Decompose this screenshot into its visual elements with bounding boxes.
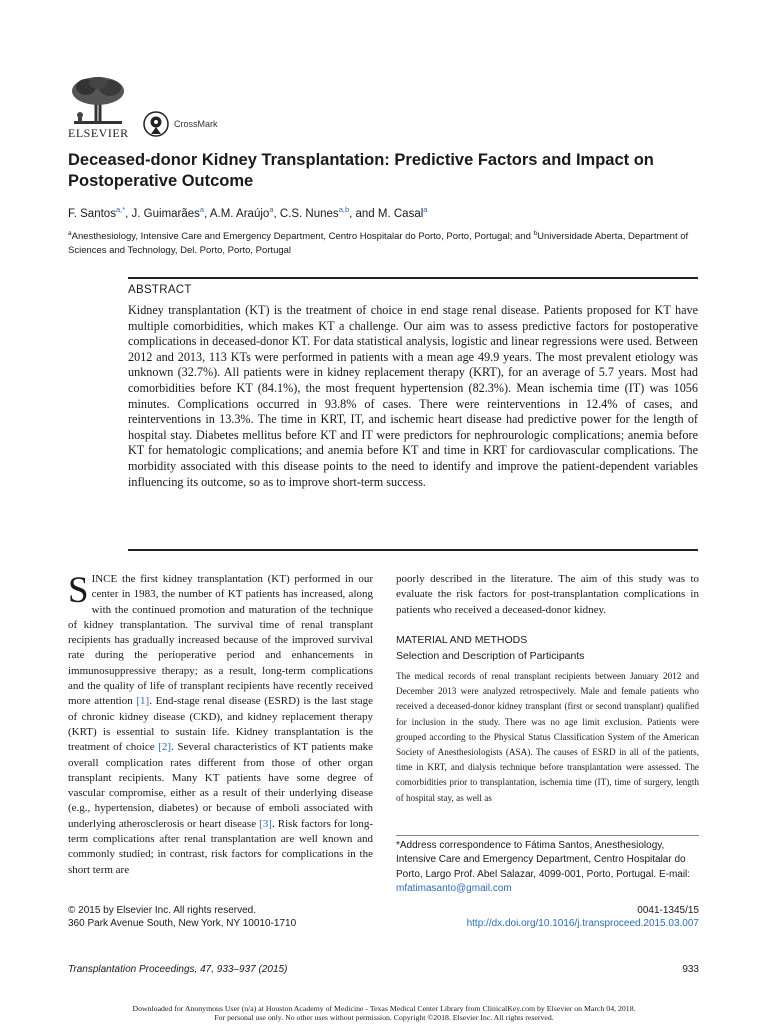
author-name[interactable]: F. Santos [68,207,116,220]
methods-text: The medical records of renal transplant recipients between January 2012 and December 2013 were analyzed retrospectively. Male and female patients who received a deceased-donor kidney transplant (first or second transplant) qualified for inclusion in the study. There was no age limit exclusion. Patients were grouped according to the Physical Status Classification System of the American Society of Anesthesiologists (ASA). The causes of ESRD in all of the patients, time in KRT, and dialysis technique before transplantation were assessed. The comorbidities prior to transplantation, ischemia time (IT), time of surgery, length of hospital stay, as well as [396,671,699,803]
author-separator: , and [349,207,378,220]
affiliation-a-mark: a [68,230,72,237]
author-affiliation-mark[interactable]: a [199,205,205,214]
journal-citation: Transplantation Proceedings, 47, 933–937 (2015) [68,964,288,975]
intro-part-3: . Several characteristics of KT patients make overall complication rates different from those of other organ transplant recipients. Many KT patients have some degree of vascular compromise, either as a result of their underlying disease (e.g., hypertension, diabetes) or because of emboli associated with underlying atherosclerosis or heart disease [68,741,373,830]
author-list [68,205,427,220]
author-affiliation-mark[interactable]: a,b [338,205,350,214]
introduction-text [68,572,373,878]
publisher-address: 360 Park Avenue South, New York, NY 10010-1710 [68,918,297,929]
intro-part-4: . Risk factors for long-term complications after renal transplantation are well known and commonly studied; in contrast, risk factors for complications in the short term are [68,817,373,876]
issn: 0041-1345/15 [637,905,699,916]
reference-link-2[interactable]: [2] [158,741,172,754]
intro-continuation: poorly described in the literature. The aim of this study was to evaluate the risk factors for post-transplantation complications in patients who received a deceased-donor kidney. [396,573,699,616]
crossmark-icon[interactable] [143,111,169,137]
footnote-rule [396,835,699,836]
correspondence-text: *Address correspondence to Fátima Santos, Anesthesiology, Intensive Care and Emergency Department, Centro Hospitalar do Porto, Largo Prof. Abel Salazar, 4099-001, Porto, Portugal. E-mail: [396,840,691,880]
reference-link-3[interactable]: [3] [259,817,272,830]
publisher-name: ELSEVIER [68,126,129,140]
author-affiliation-mark[interactable]: a [423,205,428,214]
intro-part-2: . End-stage renal disease (ESRD) is the last stage of chronic kidney disease (CKD), and kidney replacement therapy (KRT) is essential to sustain life. Kidney transplantation is the treatment of choice [68,695,373,754]
methods-subheading: Selection and Description of Participants [396,650,585,662]
author-name[interactable]: J. Guimarães [131,207,200,220]
methods-heading: MATERIAL AND METHODS [396,634,528,646]
affiliation-b-mark: b [533,230,538,237]
author-name[interactable]: M. Casal [377,207,424,220]
author-separator: , [204,207,210,220]
page-number: 933 [682,964,699,975]
doi-link[interactable]: http://dx.doi.org/10.1016/j.transproceed.2015.03.007 [466,918,699,929]
correspondence-footnote [396,839,699,896]
author-affiliation-mark[interactable]: a [269,205,274,214]
article-title: Deceased-donor Kidney Transplantation: Predictive Factors and Impact on Postoperative Outcome [68,151,654,190]
reference-link-1[interactable]: [1] [136,695,150,708]
author-separator: , [125,207,132,220]
author-name[interactable]: A.M. Araújo [209,207,270,220]
abstract-text: Kidney transplantation (KT) is the treatment of choice in end stage renal disease. Patients proposed for KT have multiple comorbidities, which makes KT a challenge. Our aim was to assess predictive factors for postoperative complications in deceased-donor KT. For data statistical analysis, logistic and linear regressions were used. Between 2012 and 2013, 113 KTs were performed in patients with a mean age 49.9 years. The most prevalent etiology was unknown (32.7%). All patients were in kidney replacement therapy (KRT), for an average of 5.7 years. Most had comorbidities before KT (84.1%), the most frequent hypertension (82.3%). Mean ischemia time (IT) was 1056 minutes. Complications occurred in 93.8% of cases. There were reinterventions in 12.4% of cases, and reinterventions in 13.3%. The time in KRT, IT, and ischemic heart disease had predictive power for the length of hospital stay. Diabetes mellitus before KT and IT were predictors for nephrourologic complications; anemia before KT for hematologic complications; and anemia before KT and time in KRT for cardiovascular complications. The morbidity associated with this disease points to the need to identify and improve the patient-dependent variables influencing its outcome, so as to improve short-term success. [128,303,698,489]
download-notice-line-1: Downloaded for Anonymous User (n/a) at Houston Academy of Medicine - Texas Medical Center Library from ClinicalKey.com by Elsevier on March 04, 2018. [132,1004,636,1013]
author-affiliation-mark[interactable]: a,* [115,205,126,214]
abstract-heading: ABSTRACT [128,284,192,296]
author-separator: , [273,207,280,220]
correspondence-email-link[interactable]: mfatimasanto@gmail.com [396,882,512,894]
affiliation-a: Anesthesiology, Intensive Care and Emergency Department, Centro Hospitalar do Porto, Porto, Portugal; and [71,231,534,243]
abstract-top-rule [128,277,698,279]
affiliations [68,227,708,257]
crossmark-label[interactable]: CrossMark [174,119,218,129]
dropcap-letter: S [68,570,89,611]
intro-part-1: INCE the first kidney transplantation (KT) performed in our center in 1983, the number of KT patients has increased, along with the continued promotion and maturation of the technique of kidney transplantation. The survival time of renal transplant recipients has gradually increased because of the improved survival rate during the perioperative period and enhancements in immunosuppressive therapy; as a result, long-term complications and the quality of life of transplant recipients have recently received more attention [68,573,373,708]
download-notice-line-2: For personal use only. No other uses without permission. Copyright ©2018. Elsevier Inc. All rights reserved. [214,1013,554,1022]
copyright-line: © 2015 by Elsevier Inc. All rights reserved. [68,905,257,916]
abstract-bottom-rule [128,549,698,551]
affiliation-b: Universidade Aberta, Department of Sciences and Technology, Del. Porto, Porto, Portugal [68,231,689,256]
author-name[interactable]: C.S. Nunes [279,207,339,220]
